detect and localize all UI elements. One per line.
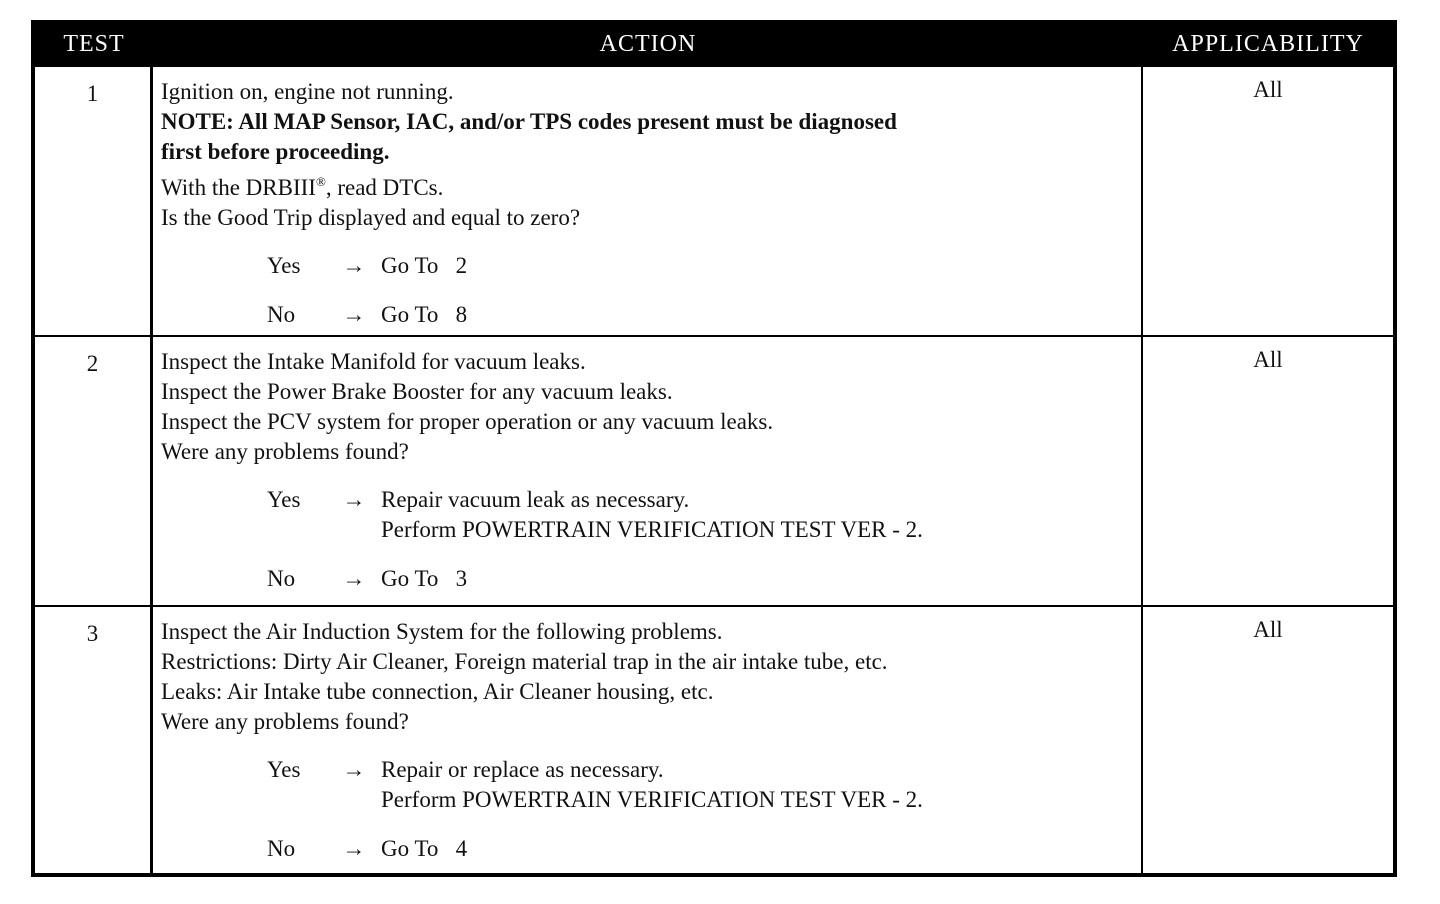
answer-no [161,834,1133,864]
answer-yes [161,251,1133,281]
yes-result-text: Repair vacuum leak as necessary. [381,487,690,512]
test-number: 3 [35,607,153,873]
header-action: ACTION [599,30,697,57]
test-number: 1 [35,67,153,335]
answer-yes [161,485,1133,545]
action-question: Were any problems found? [161,439,409,464]
no-result-text: Go To 4 [381,836,468,861]
action-cell [153,337,1143,605]
arrow-icon: → [342,253,366,278]
answers [161,251,1133,330]
arrow-icon: → [342,566,366,591]
action-text: With the DRBIII [161,175,316,200]
table-header [35,24,1393,67]
yes-result-text: Perform POWERTRAIN VERIFICATION TEST VER - 2. [381,787,923,812]
action-cell [153,607,1143,873]
yes-result [381,251,1133,281]
action-question: Is the Good Trip displayed and equal to zero? [161,205,581,230]
action-line: Ignition on, engine not running. [161,79,454,104]
no-result-text: Go To 8 [381,302,468,327]
action-line: Leaks: Air Intake tube connection, Air Cleaner housing, etc. [161,679,714,704]
applicability-cell: All [1253,77,1283,102]
arrow-icon: → [342,302,366,327]
action-question: Were any problems found? [161,709,409,734]
action-line: Inspect the Power Brake Booster for any vacuum leaks. [161,379,673,404]
yes-result [381,755,1133,815]
no-result [381,564,1133,594]
test-number: 2 [35,337,153,605]
arrow-icon: → [342,757,366,782]
yes-result-text: Perform POWERTRAIN VERIFICATION TEST VER - 2. [381,517,923,542]
diagnostic-table [31,20,1397,877]
arrow-icon: → [342,487,366,512]
no-result-text: Go To 3 [381,566,468,591]
yes-label: Yes [267,757,301,782]
no-label: No [267,566,296,591]
header-test: TEST [63,30,125,57]
no-label: No [267,836,296,861]
no-result [381,834,1133,864]
arrow-icon: → [342,836,366,861]
yes-label: Yes [267,253,301,278]
action-note: NOTE: All MAP Sensor, IAC, and/or TPS codes present must be diagnosed [161,109,897,134]
answer-no [161,564,1133,594]
action-line: Inspect the Intake Manifold for vacuum leaks. [161,349,586,374]
yes-result [381,485,1133,545]
answers [161,485,1133,594]
table-row [35,335,1393,605]
yes-result-text: Repair or replace as necessary. [381,757,664,782]
action-note-cont: first before proceeding. [161,139,390,164]
no-label: No [267,302,296,327]
table-row [35,67,1393,335]
action-line [161,167,1133,203]
action-line: Inspect the PCV system for proper operation or any vacuum leaks. [161,409,774,434]
no-result [381,300,1133,330]
answer-no [161,300,1133,330]
yes-label: Yes [267,487,301,512]
action-cell [153,67,1143,335]
applicability-cell: All [1253,617,1283,642]
table-row [35,605,1393,873]
yes-result-text: Go To 2 [381,253,468,278]
answers [161,755,1133,864]
header-applicability: APPLICABILITY [1172,30,1364,57]
registered-mark: ® [315,174,326,189]
action-line: Restrictions: Dirty Air Cleaner, Foreign material trap in the air intake tube, etc. [161,649,888,674]
answer-yes [161,755,1133,815]
action-text: , read DTCs. [325,175,444,200]
applicability-cell: All [1253,347,1283,372]
action-line: Inspect the Air Induction System for the following problems. [161,619,723,644]
